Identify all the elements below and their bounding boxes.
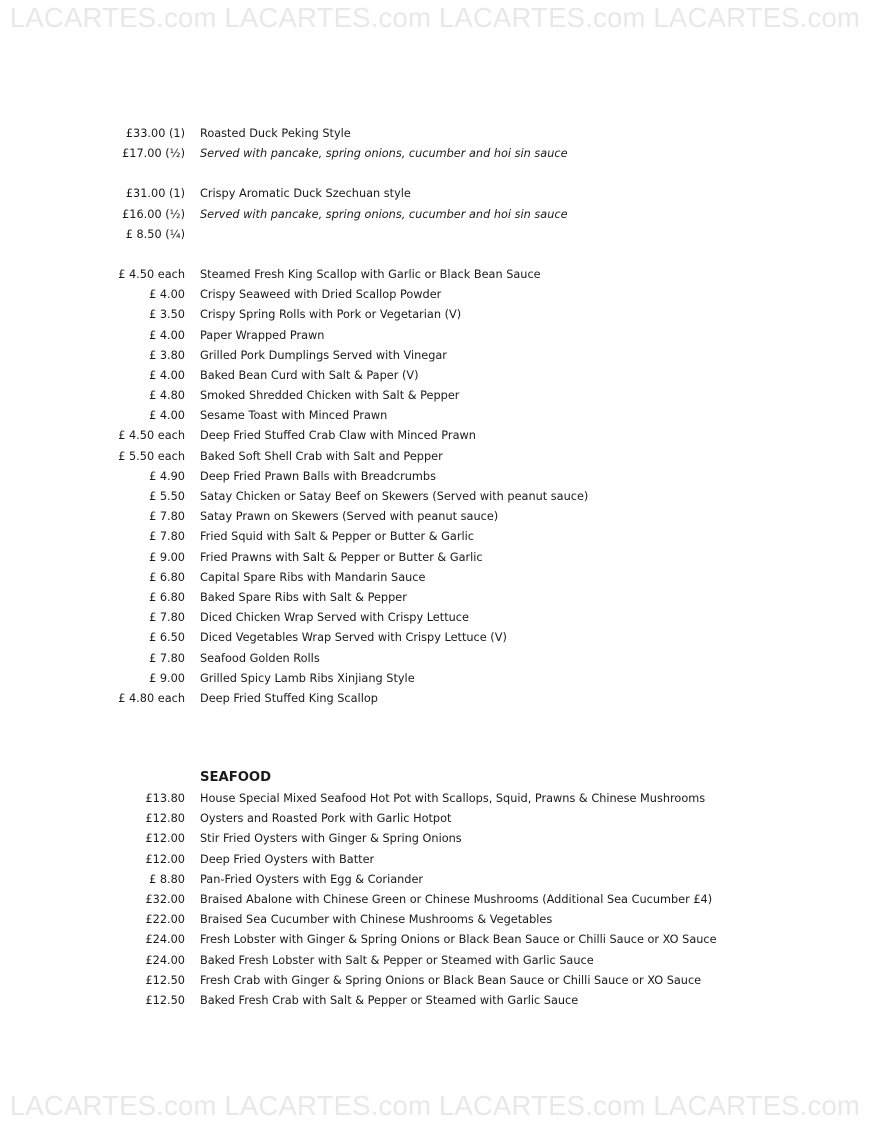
item-name: Deep Fried Prawn Balls with Breadcrumbs bbox=[200, 469, 436, 483]
menu-item bbox=[0, 971, 870, 991]
menu-item bbox=[0, 829, 870, 849]
menu-item bbox=[0, 991, 870, 1011]
menu-item bbox=[0, 305, 870, 325]
menu-item bbox=[0, 124, 870, 144]
item-price: £ 4.00 bbox=[149, 328, 185, 342]
item-price: £ 4.80 bbox=[149, 389, 185, 403]
menu-item-description bbox=[0, 144, 870, 164]
menu-item bbox=[0, 689, 870, 709]
item-name: Fresh Crab with Ginger & Spring Onions or Black Bean Sauce or Chilli Sauce or XO Sauce bbox=[200, 973, 702, 987]
menu-item bbox=[0, 930, 870, 950]
item-name: Satay Chicken or Satay Beef on Skewers (Served with peanut sauce) bbox=[200, 490, 589, 503]
item-price: £ 4.00 bbox=[149, 409, 185, 423]
item-name: Baked Bean Curd with Salt & Paper (V) bbox=[200, 368, 419, 382]
item-price: £ 3.80 bbox=[149, 348, 185, 362]
item-price: £ 3.50 bbox=[149, 308, 185, 322]
item-price: £ 4.50 each bbox=[118, 267, 185, 281]
item-price: £12.80 bbox=[145, 812, 185, 826]
item-name: Steamed Fresh King Scallop with Garlic or Black Bean Sauce bbox=[200, 267, 541, 281]
starters-list bbox=[0, 265, 870, 709]
item-name: Baked Fresh Crab with Salt & Pepper or Steamed with Garlic Sauce bbox=[200, 993, 579, 1007]
duck-section bbox=[0, 124, 870, 245]
menu-item bbox=[0, 789, 870, 809]
menu-item bbox=[0, 809, 870, 829]
menu-item bbox=[0, 608, 870, 628]
item-price: £17.00 (½) bbox=[122, 147, 185, 161]
menu-item bbox=[0, 951, 870, 971]
menu-item-description bbox=[0, 205, 870, 225]
menu-item bbox=[0, 487, 870, 507]
item-name: Capital Spare Ribs with Mandarin Sauce bbox=[200, 570, 426, 584]
item-name: Baked Soft Shell Crab with Salt and Pepper bbox=[200, 449, 443, 463]
item-price: £ 9.00 bbox=[149, 550, 185, 564]
item-name: Seafood Golden Rolls bbox=[200, 651, 320, 665]
item-price: £ 9.00 bbox=[149, 671, 185, 685]
menu-item bbox=[0, 850, 870, 870]
menu-item bbox=[0, 588, 870, 608]
watermark-top: LACARTES.com LACARTES.com LACARTES.com LACARTES.com bbox=[9, 2, 861, 33]
item-price: £ 7.80 bbox=[149, 611, 185, 625]
item-price: £ 4.90 bbox=[149, 469, 185, 483]
item-name: Diced Chicken Wrap Served with Crispy Lettuce bbox=[200, 611, 469, 625]
item-name: Grilled Spicy Lamb Ribs Xinjiang Style bbox=[200, 671, 415, 685]
item-price: £ 4.00 bbox=[149, 288, 185, 302]
item-price: £ 7.80 bbox=[149, 530, 185, 544]
menu-item bbox=[0, 184, 870, 204]
item-price: £33.00 (1) bbox=[125, 127, 185, 140]
menu-item bbox=[0, 870, 870, 890]
menu-item bbox=[0, 406, 870, 426]
item-name: Roasted Duck Peking Style bbox=[200, 127, 351, 140]
menu-item bbox=[0, 548, 870, 568]
menu-item bbox=[0, 225, 870, 245]
menu-item bbox=[0, 346, 870, 366]
item-price: £24.00 bbox=[145, 953, 185, 967]
menu-item bbox=[0, 426, 870, 446]
item-price: £ 6.80 bbox=[149, 570, 185, 584]
item-price: £ 5.50 each bbox=[118, 449, 185, 463]
section-spacer bbox=[0, 709, 870, 767]
item-name: Deep Fried Stuffed King Scallop bbox=[200, 691, 378, 705]
item-price: £ 6.50 bbox=[149, 631, 185, 645]
item-name: Grilled Pork Dumplings Served with Vinegar bbox=[200, 348, 447, 362]
item-name: Crispy Aromatic Duck Szechuan style bbox=[200, 187, 411, 201]
item-price: £32.00 bbox=[145, 893, 185, 906]
item-price: £ 7.80 bbox=[149, 651, 185, 665]
item-price: £24.00 bbox=[145, 933, 185, 947]
item-description: Served with pancake, spring onions, cucumber and hoi sin sauce bbox=[200, 207, 568, 221]
menu-item bbox=[0, 467, 870, 487]
menu-item bbox=[0, 527, 870, 547]
item-price: £12.00 bbox=[145, 832, 185, 846]
menu-item bbox=[0, 628, 870, 648]
duck-group bbox=[0, 124, 870, 164]
item-price: £12.50 bbox=[145, 993, 185, 1007]
menu-page bbox=[0, 124, 870, 1011]
item-price: £ 4.80 each bbox=[118, 691, 185, 705]
item-name: Fresh Lobster with Ginger & Spring Onions or Black Bean Sauce or Chilli Sauce or XO Sauce bbox=[200, 933, 717, 947]
menu-item bbox=[0, 326, 870, 346]
item-name: Diced Vegetables Wrap Served with Crispy Lettuce (V) bbox=[200, 631, 507, 645]
item-name: Fried Prawns with Salt & Pepper or Butter & Garlic bbox=[200, 550, 483, 564]
item-price: £ 8.80 bbox=[149, 872, 185, 886]
menu-item bbox=[0, 890, 870, 910]
item-price: £31.00 (1) bbox=[125, 187, 185, 201]
item-name: Paper Wrapped Prawn bbox=[200, 328, 325, 342]
item-name: Braised Sea Cucumber with Chinese Mushrooms & Vegetables bbox=[200, 913, 553, 927]
seafood-list bbox=[0, 789, 870, 1011]
item-price: £16.00 (½) bbox=[122, 207, 185, 221]
menu-item bbox=[0, 366, 870, 386]
item-price: £22.00 bbox=[145, 913, 185, 927]
item-price: £ 8.50 (¼) bbox=[125, 227, 185, 241]
item-name: Satay Prawn on Skewers (Served with peanut sauce) bbox=[200, 510, 499, 524]
item-price: £ 5.50 bbox=[149, 490, 185, 503]
item-name: Stir Fried Oysters with Ginger & Spring Onions bbox=[200, 832, 462, 846]
item-price: £ 4.00 bbox=[149, 368, 185, 382]
duck-group bbox=[0, 184, 870, 245]
item-name: Fried Squid with Salt & Pepper or Butter & Garlic bbox=[200, 530, 474, 544]
menu-item bbox=[0, 386, 870, 406]
item-name: Pan-Fried Oysters with Egg & Coriander bbox=[200, 872, 424, 886]
watermark-bottom: LACARTES.com LACARTES.com LACARTES.com LACARTES.com bbox=[9, 1090, 861, 1121]
item-price: £ 4.50 each bbox=[118, 429, 185, 443]
item-name: Braised Abalone with Chinese Green or Chinese Mushrooms (Additional Sea Cucumber £4) bbox=[200, 893, 713, 906]
menu-item bbox=[0, 649, 870, 669]
item-price: £12.00 bbox=[145, 852, 185, 866]
item-name: Oysters and Roasted Pork with Garlic Hotpot bbox=[200, 812, 452, 826]
item-name: Deep Fried Stuffed Crab Claw with Minced Prawn bbox=[200, 429, 476, 443]
group-spacer bbox=[0, 164, 870, 184]
item-name: Baked Spare Ribs with Salt & Pepper bbox=[200, 590, 407, 604]
item-price: £ 7.80 bbox=[149, 510, 185, 524]
item-name: House Special Mixed Seafood Hot Pot with Scallops, Squid, Prawns & Chinese Mushrooms bbox=[200, 792, 706, 806]
item-name: Smoked Shredded Chicken with Salt & Pepper bbox=[200, 389, 460, 403]
item-name: Crispy Seaweed with Dried Scallop Powder bbox=[200, 288, 442, 302]
seafood-heading: SEAFOOD bbox=[200, 770, 272, 786]
item-description: Served with pancake, spring onions, cucumber and hoi sin sauce bbox=[200, 147, 568, 161]
section-spacer bbox=[0, 245, 870, 265]
menu-item bbox=[0, 669, 870, 689]
item-name: Baked Fresh Lobster with Salt & Pepper or Steamed with Garlic Sauce bbox=[200, 953, 594, 967]
menu-item bbox=[0, 568, 870, 588]
item-name: Crispy Spring Rolls with Pork or Vegetarian (V) bbox=[200, 308, 462, 322]
menu-item bbox=[0, 447, 870, 467]
menu-item bbox=[0, 265, 870, 285]
menu-item bbox=[0, 507, 870, 527]
item-name: Sesame Toast with Minced Prawn bbox=[200, 409, 388, 423]
item-price: £ 6.80 bbox=[149, 590, 185, 604]
menu-item bbox=[0, 285, 870, 305]
item-price: £13.80 bbox=[145, 792, 185, 806]
item-name: Deep Fried Oysters with Batter bbox=[200, 852, 375, 866]
item-price: £12.50 bbox=[145, 973, 185, 987]
menu-item bbox=[0, 910, 870, 930]
